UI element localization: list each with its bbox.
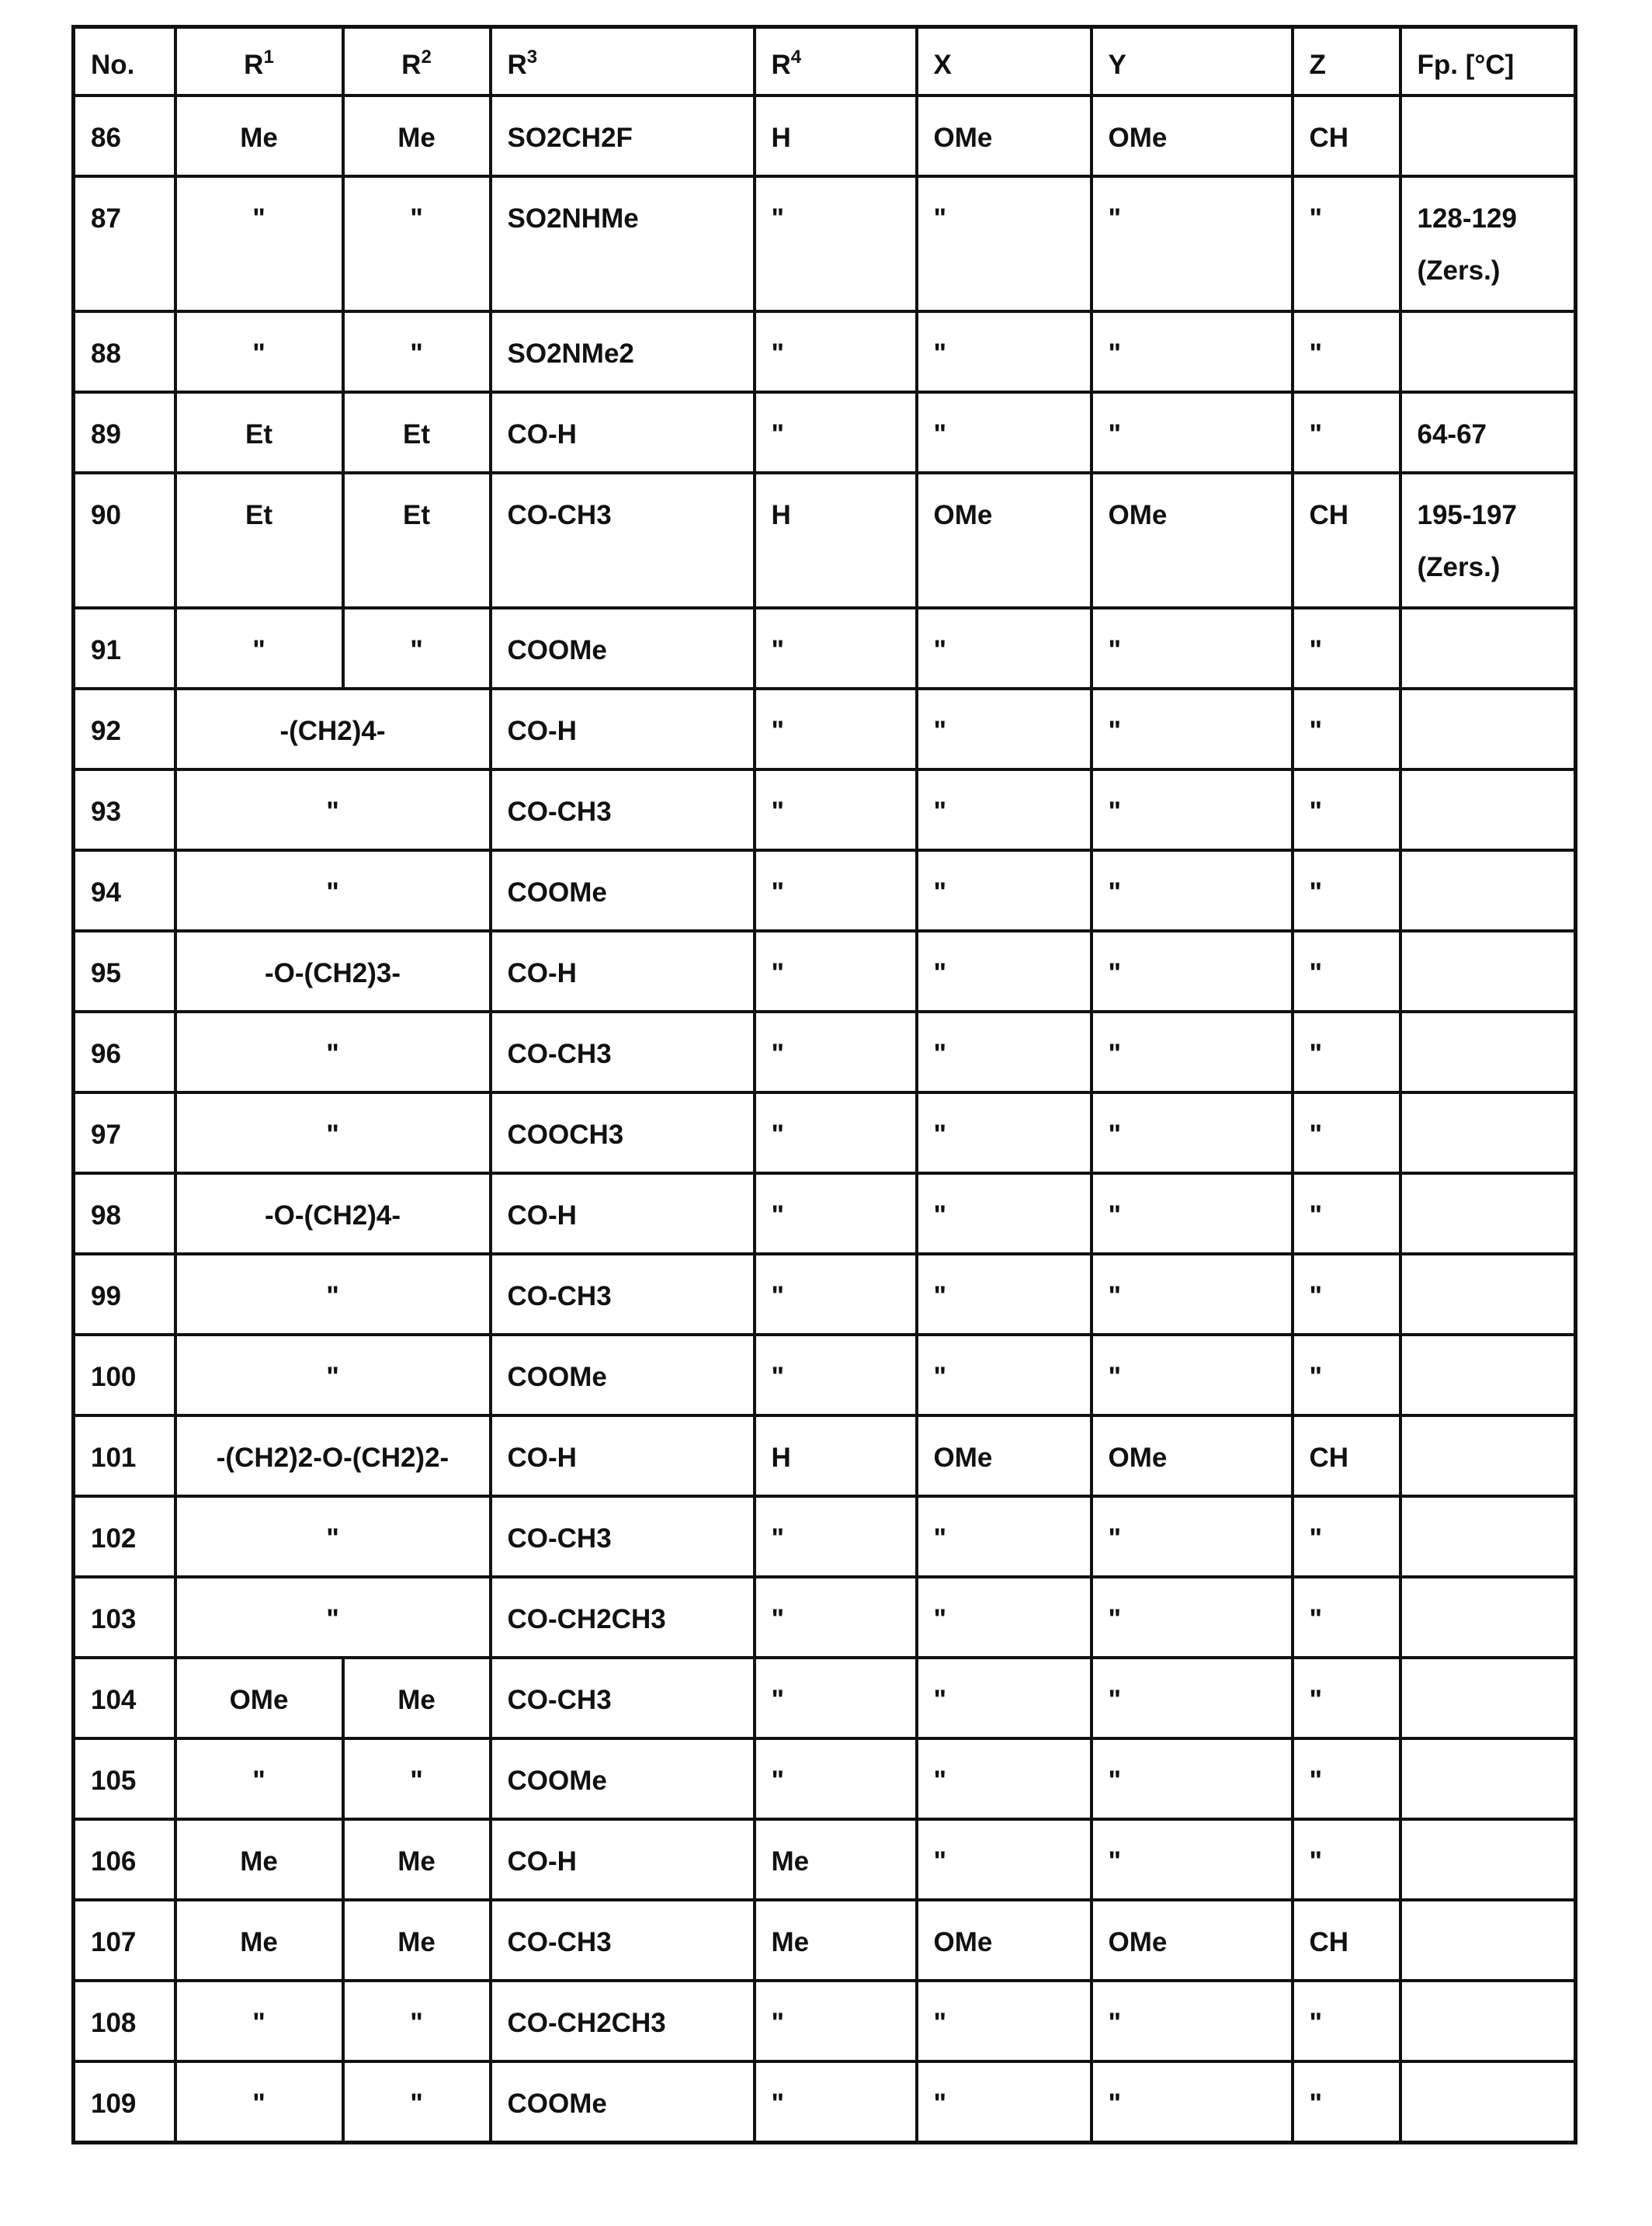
cell-melting-point [1400, 1173, 1576, 1254]
cell-r2: " [343, 1738, 491, 1819]
cell-no: 91 [74, 608, 175, 689]
cell-no: 106 [74, 1819, 175, 1900]
cell-r1: " [175, 176, 343, 311]
cell-y: " [1092, 1819, 1293, 1900]
cell-no: 90 [74, 473, 175, 608]
cell-r4: " [755, 769, 917, 850]
cell-no: 96 [74, 1012, 175, 1092]
cell-melting-point [1400, 176, 1576, 311]
header-x: X [917, 27, 1092, 96]
cell-r4: " [755, 176, 917, 311]
cell-z: CH [1293, 1415, 1400, 1496]
cell-r4: Me [755, 1900, 917, 1981]
cell-r4: " [755, 1738, 917, 1819]
cell-x: " [917, 392, 1092, 473]
cell-y: " [1092, 311, 1293, 392]
cell-r4: " [755, 689, 917, 769]
cell-x: " [917, 931, 1092, 1012]
header-y: Y [1092, 27, 1293, 96]
cell-r1-r2-ring: " [175, 1335, 491, 1415]
cell-x: " [917, 176, 1092, 311]
cell-x: " [917, 1254, 1092, 1335]
cell-no: 100 [74, 1335, 175, 1415]
cell-r3: CO-H [491, 931, 755, 1012]
cell-x: " [917, 1496, 1092, 1577]
cell-z: " [1293, 1738, 1400, 1819]
cell-r3: CO-CH3 [491, 1254, 755, 1335]
cell-x: " [917, 2061, 1092, 2143]
cell-no: 103 [74, 1577, 175, 1658]
cell-melting-point [1400, 1577, 1576, 1658]
cell-z: " [1293, 608, 1400, 689]
cell-melting-point [1400, 473, 1576, 608]
table-row [74, 1738, 1576, 1819]
melting-point-note: (Zers.) [1418, 245, 1574, 297]
cell-x: " [917, 1012, 1092, 1092]
cell-no: 105 [74, 1738, 175, 1819]
cell-x: " [917, 1092, 1092, 1173]
cell-y: OMe [1092, 95, 1293, 176]
table-row [74, 931, 1576, 1012]
cell-r4: " [755, 1173, 917, 1254]
table-row [74, 392, 1576, 473]
cell-no: 92 [74, 689, 175, 769]
cell-y: OMe [1092, 473, 1293, 608]
cell-x: " [917, 689, 1092, 769]
cell-melting-point: 64-67 [1400, 392, 1576, 473]
cell-y: " [1092, 769, 1293, 850]
cell-melting-point [1400, 608, 1576, 689]
cell-no: 97 [74, 1092, 175, 1173]
cell-r3: CO-H [491, 1173, 755, 1254]
cell-r4: " [755, 1335, 917, 1415]
header-no: No. [74, 27, 175, 96]
cell-r3: SO2CH2F [491, 95, 755, 176]
cell-no: 101 [74, 1415, 175, 1496]
cell-r4: " [755, 392, 917, 473]
cell-r4: Me [755, 1819, 917, 1900]
table-row [74, 473, 1576, 608]
cell-r1-r2-ring: -O-(CH2)3- [175, 931, 491, 1012]
cell-z: " [1293, 689, 1400, 769]
cell-r3: CO-CH3 [491, 1900, 755, 1981]
table-row [74, 95, 1576, 176]
cell-z: " [1293, 2061, 1400, 2143]
cell-r3: CO-CH3 [491, 769, 755, 850]
cell-x: " [917, 1981, 1092, 2061]
cell-no: 99 [74, 1254, 175, 1335]
cell-x: " [917, 1335, 1092, 1415]
cell-r4: " [755, 1012, 917, 1092]
table-row [74, 1012, 1576, 1092]
cell-x: " [917, 850, 1092, 931]
cell-r1-r2-ring: " [175, 850, 491, 931]
cell-melting-point [1400, 769, 1576, 850]
cell-melting-point [1400, 1496, 1576, 1577]
cell-r1: Et [175, 473, 343, 608]
table-row [74, 2061, 1576, 2143]
cell-r2: " [343, 1981, 491, 2061]
cell-melting-point [1400, 1981, 1576, 2061]
cell-no: 107 [74, 1900, 175, 1981]
cell-no: 93 [74, 769, 175, 850]
table-row [74, 769, 1576, 850]
cell-x: " [917, 1658, 1092, 1738]
cell-r4: " [755, 1496, 917, 1577]
cell-r1-r2-ring: -(CH2)4- [175, 689, 491, 769]
cell-no: 89 [74, 392, 175, 473]
cell-x: OMe [917, 473, 1092, 608]
cell-x: " [917, 769, 1092, 850]
cell-r2: " [343, 176, 491, 311]
cell-r4: " [755, 2061, 917, 2143]
cell-z: " [1293, 769, 1400, 850]
cell-melting-point [1400, 1092, 1576, 1173]
cell-y: " [1092, 1577, 1293, 1658]
cell-r2: " [343, 2061, 491, 2143]
table-row [74, 1981, 1576, 2061]
cell-z: " [1293, 1335, 1400, 1415]
cell-r3: SO2NMe2 [491, 311, 755, 392]
cell-r1-r2-ring: " [175, 769, 491, 850]
cell-y: " [1092, 689, 1293, 769]
cell-r1: Me [175, 95, 343, 176]
cell-melting-point [1400, 95, 1576, 176]
cell-r3: CO-CH2CH3 [491, 1577, 755, 1658]
cell-z: " [1293, 1819, 1400, 1900]
cell-x: " [917, 1819, 1092, 1900]
table-row [74, 1415, 1576, 1496]
cell-r2: Me [343, 1658, 491, 1738]
cell-r1-r2-ring: -O-(CH2)4- [175, 1173, 491, 1254]
cell-r1-r2-ring: " [175, 1577, 491, 1658]
cell-r3: CO-CH3 [491, 1658, 755, 1738]
cell-y: " [1092, 1335, 1293, 1415]
table-row [74, 608, 1576, 689]
cell-r1-r2-ring: " [175, 1254, 491, 1335]
cell-r1: Et [175, 392, 343, 473]
cell-melting-point [1400, 1415, 1576, 1496]
cell-melting-point [1400, 931, 1576, 1012]
cell-r4: " [755, 1577, 917, 1658]
table-row [74, 1173, 1576, 1254]
cell-r1: " [175, 311, 343, 392]
cell-r3: CO-H [491, 1819, 755, 1900]
cell-no: 94 [74, 850, 175, 931]
cell-y: " [1092, 1496, 1293, 1577]
cell-r4: " [755, 1658, 917, 1738]
cell-r4: " [755, 1254, 917, 1335]
cell-z: " [1293, 1173, 1400, 1254]
cell-no: 102 [74, 1496, 175, 1577]
cell-r2: Me [343, 1819, 491, 1900]
cell-no: 98 [74, 1173, 175, 1254]
cell-z: " [1293, 1254, 1400, 1335]
cell-z: " [1293, 1658, 1400, 1738]
cell-y: OMe [1092, 1900, 1293, 1981]
cell-r3: CO-CH3 [491, 1012, 755, 1092]
cell-melting-point [1400, 1012, 1576, 1092]
cell-y: " [1092, 1981, 1293, 2061]
header-z: Z [1293, 27, 1400, 96]
cell-y: " [1092, 392, 1293, 473]
table-row [74, 1577, 1576, 1658]
cell-r3: COOMe [491, 2061, 755, 2143]
cell-no: 86 [74, 95, 175, 176]
cell-y: " [1092, 1092, 1293, 1173]
cell-r4: " [755, 311, 917, 392]
cell-r2: " [343, 608, 491, 689]
cell-r1: OMe [175, 1658, 343, 1738]
cell-r1-r2-ring: -(CH2)2-O-(CH2)2- [175, 1415, 491, 1496]
table-row [74, 1496, 1576, 1577]
cell-r2: " [343, 311, 491, 392]
cell-x: " [917, 1173, 1092, 1254]
cell-z: " [1293, 176, 1400, 311]
header-r1: R1 [175, 27, 343, 96]
melting-point-note: (Zers.) [1418, 542, 1574, 594]
header-row [74, 27, 1576, 96]
cell-y: " [1092, 176, 1293, 311]
header-r3: R3 [491, 27, 755, 96]
cell-z: " [1293, 1577, 1400, 1658]
table-row [74, 1658, 1576, 1738]
cell-z: " [1293, 1012, 1400, 1092]
cell-x: OMe [917, 95, 1092, 176]
table-row [74, 1900, 1576, 1981]
cell-y: OMe [1092, 1415, 1293, 1496]
melting-point-value: 195-197 [1418, 490, 1574, 542]
cell-r3: CO-H [491, 689, 755, 769]
cell-r4: " [755, 931, 917, 1012]
cell-r1: " [175, 608, 343, 689]
cell-z: " [1293, 1092, 1400, 1173]
cell-r2: Me [343, 95, 491, 176]
cell-r4: " [755, 1092, 917, 1173]
cell-r3: COOMe [491, 850, 755, 931]
cell-r3: CO-H [491, 1415, 755, 1496]
cell-r3: COOMe [491, 608, 755, 689]
header-fp: Fp. [°C] [1400, 27, 1576, 96]
table-row [74, 1254, 1576, 1335]
cell-no: 87 [74, 176, 175, 311]
cell-r3: CO-CH3 [491, 1496, 755, 1577]
table-row [74, 1819, 1576, 1900]
cell-r4: H [755, 95, 917, 176]
table-row [74, 311, 1576, 392]
cell-melting-point [1400, 2061, 1576, 2143]
cell-melting-point [1400, 1335, 1576, 1415]
cell-r1: Me [175, 1900, 343, 1981]
cell-r1: " [175, 2061, 343, 2143]
cell-r3: CO-CH2CH3 [491, 1981, 755, 2061]
cell-z: CH [1293, 473, 1400, 608]
cell-r1-r2-ring: " [175, 1012, 491, 1092]
cell-r4: " [755, 1981, 917, 2061]
cell-no: 104 [74, 1658, 175, 1738]
table-row [74, 176, 1576, 311]
cell-z: " [1293, 850, 1400, 931]
cell-z: CH [1293, 95, 1400, 176]
cell-melting-point [1400, 1658, 1576, 1738]
table-row [74, 689, 1576, 769]
cell-r3: CO-CH3 [491, 473, 755, 608]
cell-y: " [1092, 1173, 1293, 1254]
header-r2: R2 [343, 27, 491, 96]
cell-melting-point [1400, 311, 1576, 392]
cell-r3: COOMe [491, 1738, 755, 1819]
cell-x: " [917, 608, 1092, 689]
cell-no: 95 [74, 931, 175, 1012]
cell-x: OMe [917, 1415, 1092, 1496]
cell-y: " [1092, 1658, 1293, 1738]
cell-z: " [1293, 311, 1400, 392]
cell-melting-point [1400, 1900, 1576, 1981]
cell-no: 88 [74, 311, 175, 392]
compound-table [71, 25, 1577, 2144]
cell-melting-point [1400, 1738, 1576, 1819]
cell-r2: Me [343, 1900, 491, 1981]
cell-r3: SO2NHMe [491, 176, 755, 311]
cell-r2: Et [343, 392, 491, 473]
cell-r1-r2-ring: " [175, 1092, 491, 1173]
cell-r1: " [175, 1981, 343, 2061]
cell-x: " [917, 1577, 1092, 1658]
cell-r4: H [755, 1415, 917, 1496]
cell-melting-point [1400, 1819, 1576, 1900]
cell-z: CH [1293, 1900, 1400, 1981]
cell-r2: Et [343, 473, 491, 608]
cell-z: " [1293, 1496, 1400, 1577]
cell-y: " [1092, 608, 1293, 689]
cell-melting-point [1400, 850, 1576, 931]
cell-no: 109 [74, 2061, 175, 2143]
cell-y: " [1092, 850, 1293, 931]
cell-r4: " [755, 608, 917, 689]
cell-y: " [1092, 2061, 1293, 2143]
melting-point-value: 128-129 [1418, 193, 1574, 245]
cell-r1-r2-ring: " [175, 1496, 491, 1577]
cell-melting-point [1400, 689, 1576, 769]
cell-melting-point [1400, 1254, 1576, 1335]
table-row [74, 1092, 1576, 1173]
table-row [74, 850, 1576, 931]
cell-r3: CO-H [491, 392, 755, 473]
cell-x: OMe [917, 1900, 1092, 1981]
table-row [74, 1335, 1576, 1415]
cell-r3: COOCH3 [491, 1092, 755, 1173]
cell-y: " [1092, 1254, 1293, 1335]
cell-r1: " [175, 1738, 343, 1819]
cell-y: " [1092, 1738, 1293, 1819]
cell-z: " [1293, 392, 1400, 473]
cell-z: " [1293, 1981, 1400, 2061]
cell-r4: " [755, 850, 917, 931]
cell-y: " [1092, 1012, 1293, 1092]
cell-r3: COOMe [491, 1335, 755, 1415]
cell-no: 108 [74, 1981, 175, 2061]
cell-z: " [1293, 931, 1400, 1012]
cell-r4: H [755, 473, 917, 608]
header-r4: R4 [755, 27, 917, 96]
cell-x: " [917, 1738, 1092, 1819]
cell-r1: Me [175, 1819, 343, 1900]
cell-x: " [917, 311, 1092, 392]
cell-y: " [1092, 931, 1293, 1012]
